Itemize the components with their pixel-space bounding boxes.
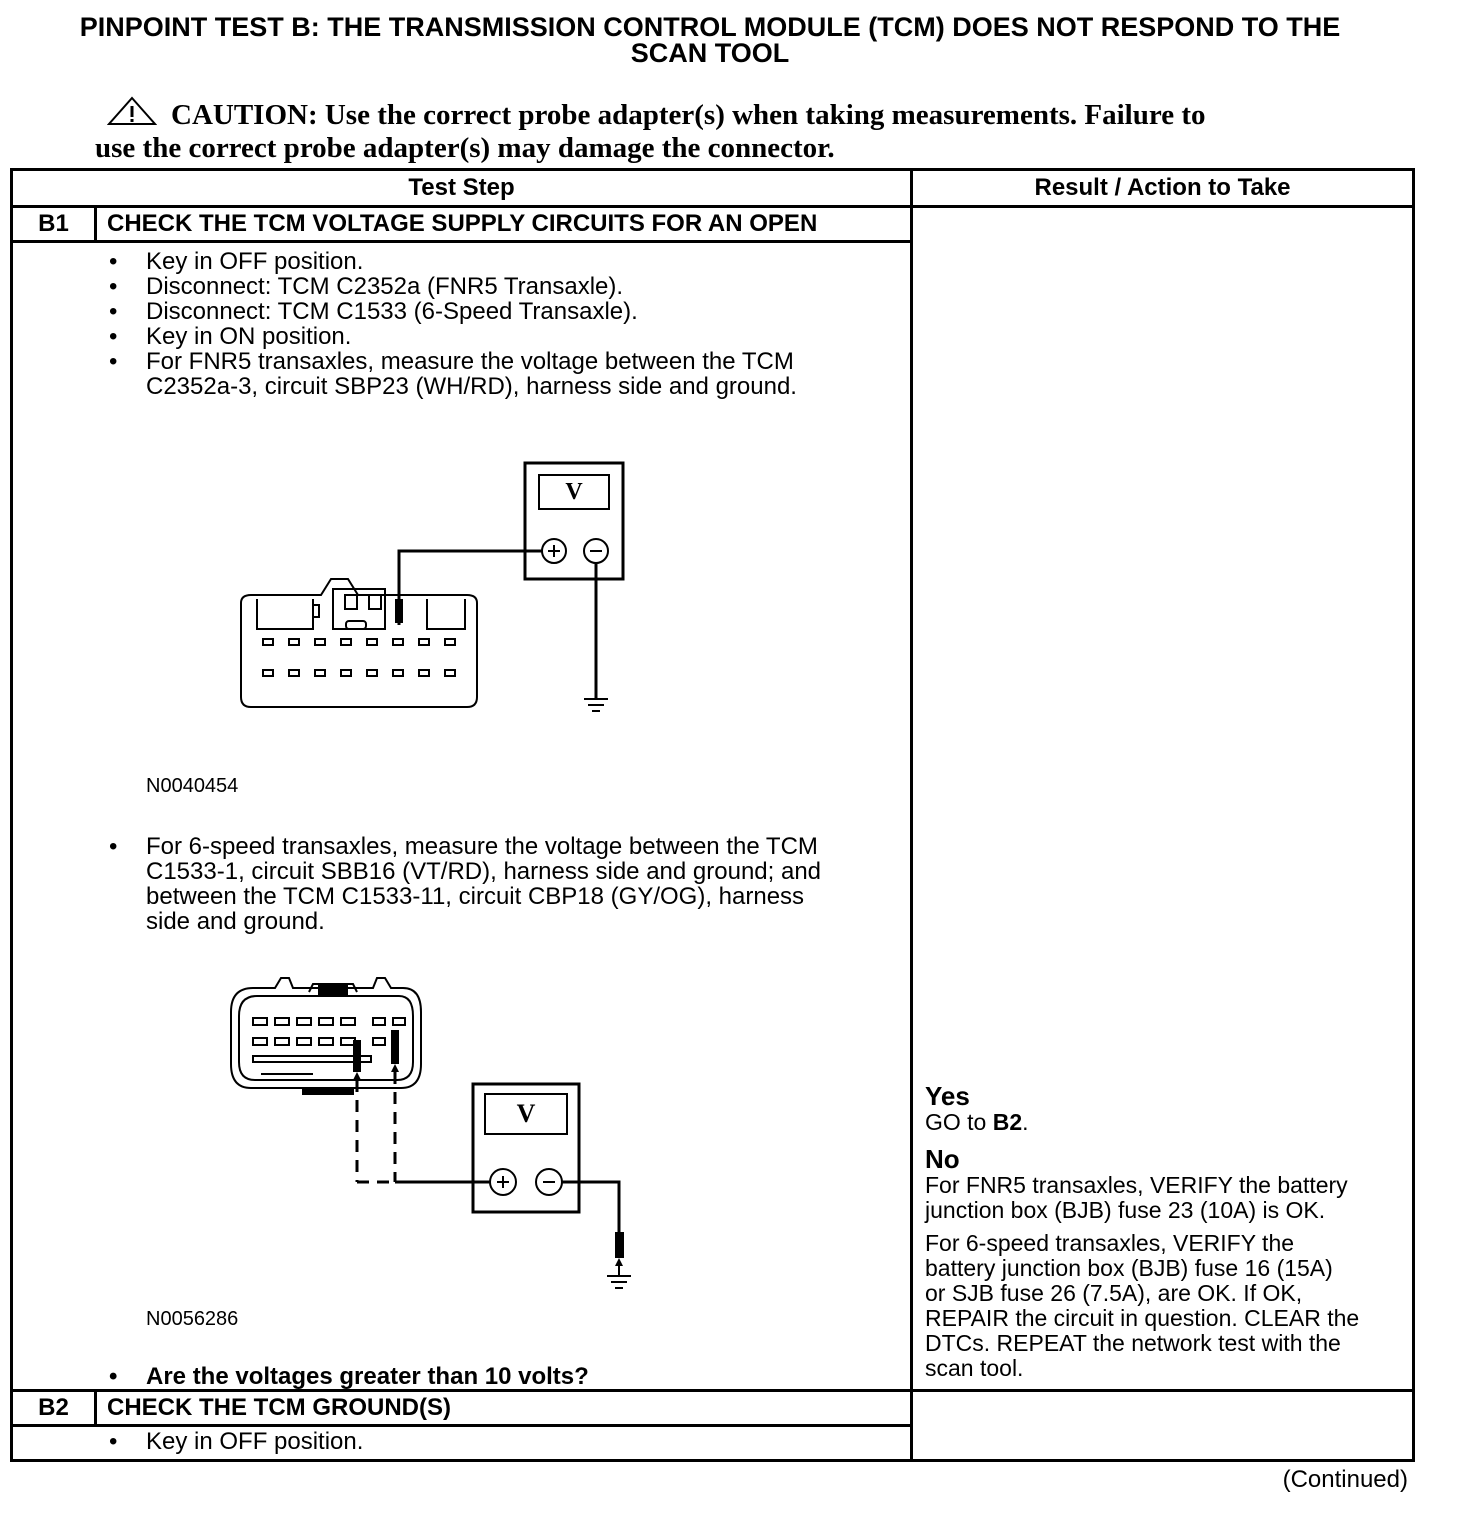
positive-lead-1 xyxy=(399,551,542,625)
result-no-paragraph-1: For FNR5 transaxles, VERIFY the battery junction box (BJB) fuse 23 (10A) is OK. xyxy=(925,1172,1348,1223)
list-item: • For 6-speed transaxles, measure the voltage between the TCM C1533-1, circuit SBB16 (VT/RD), harness side and ground; and between the TCM C1533-11, circuit CBP18 (GY/OG), harness side and ground. xyxy=(13,834,910,934)
warning-triangle-icon xyxy=(107,96,157,126)
column-header-test-step: Test Step xyxy=(12,170,912,207)
connector-c1533-pins xyxy=(253,1018,405,1062)
list-item: • For FNR5 transaxles, measure the voltage between the TCM C2352a-3, circuit SBP23 (WH/RD), harness side and ground. xyxy=(13,349,910,399)
figure-fnr5-connector xyxy=(13,399,910,799)
step-b2-result xyxy=(912,1391,1414,1461)
list-item: • Disconnect: TCM C2352a (FNR5 Transaxle). xyxy=(13,274,910,299)
negative-lead-2 xyxy=(562,1182,619,1234)
page-title xyxy=(0,14,1420,66)
connector-pins-row-2 xyxy=(263,670,455,676)
table-header-row xyxy=(12,170,1414,207)
6speed-connector-diagram xyxy=(13,934,913,1314)
pinpoint-test-table xyxy=(10,168,1415,1462)
step-id-b2: B2 xyxy=(12,1391,96,1426)
list-item: • Disconnect: TCM C1533 (6-Speed Transaxle). xyxy=(13,299,910,324)
step-title-b1: CHECK THE TCM VOLTAGE SUPPLY CIRCUITS FOR AN OPEN xyxy=(96,207,912,242)
result-no-label: No xyxy=(925,1144,960,1174)
list-item: • Key in OFF position. xyxy=(13,249,910,274)
step-b1-question xyxy=(13,1364,910,1389)
figure-2-id: N0056286 xyxy=(146,1308,239,1330)
step-b1-title-row xyxy=(12,207,1414,242)
caution-note xyxy=(95,96,1325,165)
step-b1-bullets-2 xyxy=(13,834,910,934)
caution-line-2: use the correct probe adapter(s) may damage the connector. xyxy=(95,132,835,164)
page-title-line-1: PINPOINT TEST B: THE TRANSMISSION CONTROL MODULE (TCM) DOES NOT RESPOND TO THE xyxy=(79,12,1341,42)
connector-c2352a xyxy=(241,579,477,707)
result-yes-label: Yes xyxy=(925,1081,970,1111)
step-b2-title-row xyxy=(12,1391,1414,1426)
list-item: • Key in ON position. xyxy=(13,324,910,349)
page-title-line-2: SCAN TOOL xyxy=(630,38,790,68)
meter-2-label: V xyxy=(516,1099,536,1128)
goto-b2-ref: B2 xyxy=(992,1109,1023,1135)
ground-symbol-icon xyxy=(584,699,608,711)
step-b1-body xyxy=(12,242,912,1391)
result-yes-action: GO to B2. xyxy=(925,1109,1029,1135)
step-b1-result xyxy=(912,207,1414,1391)
ground-symbol-icon xyxy=(607,1276,631,1288)
continued-label: (Continued) xyxy=(1282,1466,1408,1493)
step-id-b1: B1 xyxy=(12,207,96,242)
connector-pins-row-1 xyxy=(263,639,455,645)
step-b2-bullets xyxy=(13,1429,910,1454)
step-title-b2: CHECK THE TCM GROUND(S) xyxy=(96,1391,912,1426)
list-item: • Key in OFF position. xyxy=(13,1429,910,1454)
figure-6speed-connector xyxy=(13,934,910,1354)
result-no-paragraph-2: For 6-speed transaxles, VERIFY the battery junction box (BJB) fuse 16 (15A) or SJB fuse 26 (7.5A), are OK. If OK, REPAIR the circuit in question. CLEAR the DTCs. REPEAT the network test with the scan tool. xyxy=(925,1230,1360,1381)
meter-1-label: V xyxy=(565,479,583,505)
step-b1-bullets xyxy=(13,249,910,399)
step-b2-body xyxy=(12,1426,912,1461)
column-header-result: Result / Action to Take xyxy=(912,170,1414,207)
figure-1-id: N0040454 xyxy=(146,775,239,797)
fnr5-connector-diagram xyxy=(13,399,913,769)
caution-line-1: CAUTION: Use the correct probe adapter(s) when taking measurements. Failure to xyxy=(171,99,1206,131)
list-item: • Are the voltages greater than 10 volts? xyxy=(13,1364,910,1389)
